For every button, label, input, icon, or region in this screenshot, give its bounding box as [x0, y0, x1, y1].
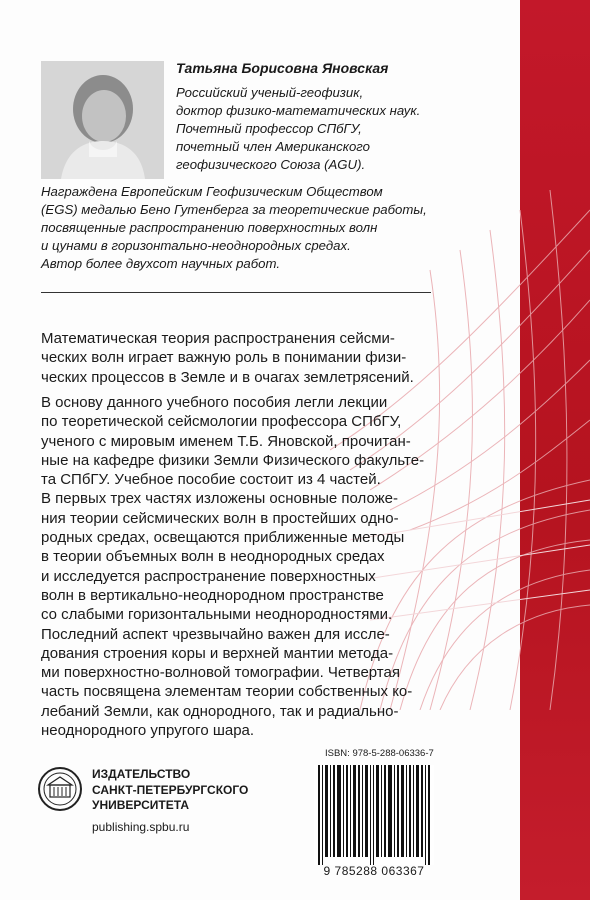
paragraph-line: со слабыми горизонтальными неоднородностями.: [41, 606, 393, 624]
paragraph-line: родных средах, освещаются приближенные методы: [41, 529, 405, 547]
author-name: Татьяна Борисовна Яновская: [176, 60, 389, 76]
description-paragraph: [41, 393, 441, 740]
bio-line: Российский ученый-геофизик,: [176, 85, 364, 100]
barcode-number: 9 785288 063367: [323, 864, 425, 878]
paragraph-line: Математическая теория распространения сейсми-: [41, 330, 395, 347]
bio-line: почетный член Американского: [176, 139, 370, 154]
author-bio: [176, 84, 476, 174]
intro-paragraph: [41, 329, 441, 387]
publisher-block: [92, 767, 248, 835]
paragraph-line: Последний аспект чрезвычайно важен для иссле-: [41, 625, 390, 643]
paragraph-line: волн в вертикально-неоднородном пространстве: [41, 586, 384, 604]
paragraph-line: ческих процессов в Земле и в очагах землетрясений.: [41, 368, 414, 386]
paragraph-line: ные на кафедре физики Земли Физического факульте-: [41, 451, 425, 469]
bio-line: Почетный профессор СПбГУ,: [176, 121, 362, 136]
isbn-barcode: [314, 765, 434, 865]
author-photo: [41, 61, 164, 179]
publisher-line: УНИВЕРСИТЕТА: [92, 798, 189, 812]
paragraph-line: В первых трех частях изложены основные положе-: [41, 490, 399, 508]
bio-line: геофизического Союза (AGU).: [176, 157, 366, 172]
university-seal-logo: [37, 763, 83, 815]
award-line: и цунами в горизонтально-неоднородных средах.: [41, 238, 351, 253]
paragraph-line: дования строения коры и верхней мантии метода-: [41, 644, 394, 662]
paragraph-line: В основу данного учебного пособия легли лекции: [41, 394, 388, 411]
paragraph-line: ми поверхностно-волновой томографии. Четвертая: [41, 664, 400, 682]
divider-rule: [41, 292, 431, 293]
paragraph-line: и исследуется распространение поверхностных: [41, 567, 376, 585]
award-line: посвященные распространению поверхностных волн: [41, 220, 378, 235]
paragraph-line: ческих волн играет важную роль в понимании физи-: [41, 349, 407, 367]
publisher-line: САНКТ-ПЕТЕРБУРГСКОГО: [92, 782, 249, 797]
paragraph-line: часть посвящена элементам теории собственных ко-: [41, 683, 413, 701]
author-award: [41, 183, 461, 273]
bio-line: доктор физико-математических наук.: [176, 103, 421, 118]
award-line: (EGS) медалью Бено Гутенберга за теоретические работы,: [41, 202, 427, 217]
paragraph-line: по теоретической сейсмологии профессора СПбГУ,: [41, 413, 402, 431]
award-line: Автор более двухсот научных работ.: [41, 256, 280, 271]
award-line: Награждена Европейским Геофизическим Обществом: [41, 184, 383, 199]
paragraph-line: ученого с мировым именем Т.Б. Яновской, прочитан-: [41, 432, 411, 450]
paragraph-line: в теории объемных волн в неоднородных средах: [41, 548, 385, 566]
isbn-text: ISBN: 978-5-288-06336-7: [325, 748, 434, 759]
publisher-line: ИЗДАТЕЛЬСТВО: [92, 767, 191, 781]
paragraph-line: лебаний Земли, как однородного, так и радиально-: [41, 702, 399, 720]
paragraph-line: ния теории сейсмических волн в простейших одно-: [41, 509, 399, 527]
publisher-url: publishing.spbu.ru: [92, 819, 190, 834]
paragraph-line: та СПбГУ. Учебное пособие состоит из 4 частей.: [41, 471, 381, 489]
paragraph-line: неоднородного упругого шара.: [41, 722, 255, 740]
